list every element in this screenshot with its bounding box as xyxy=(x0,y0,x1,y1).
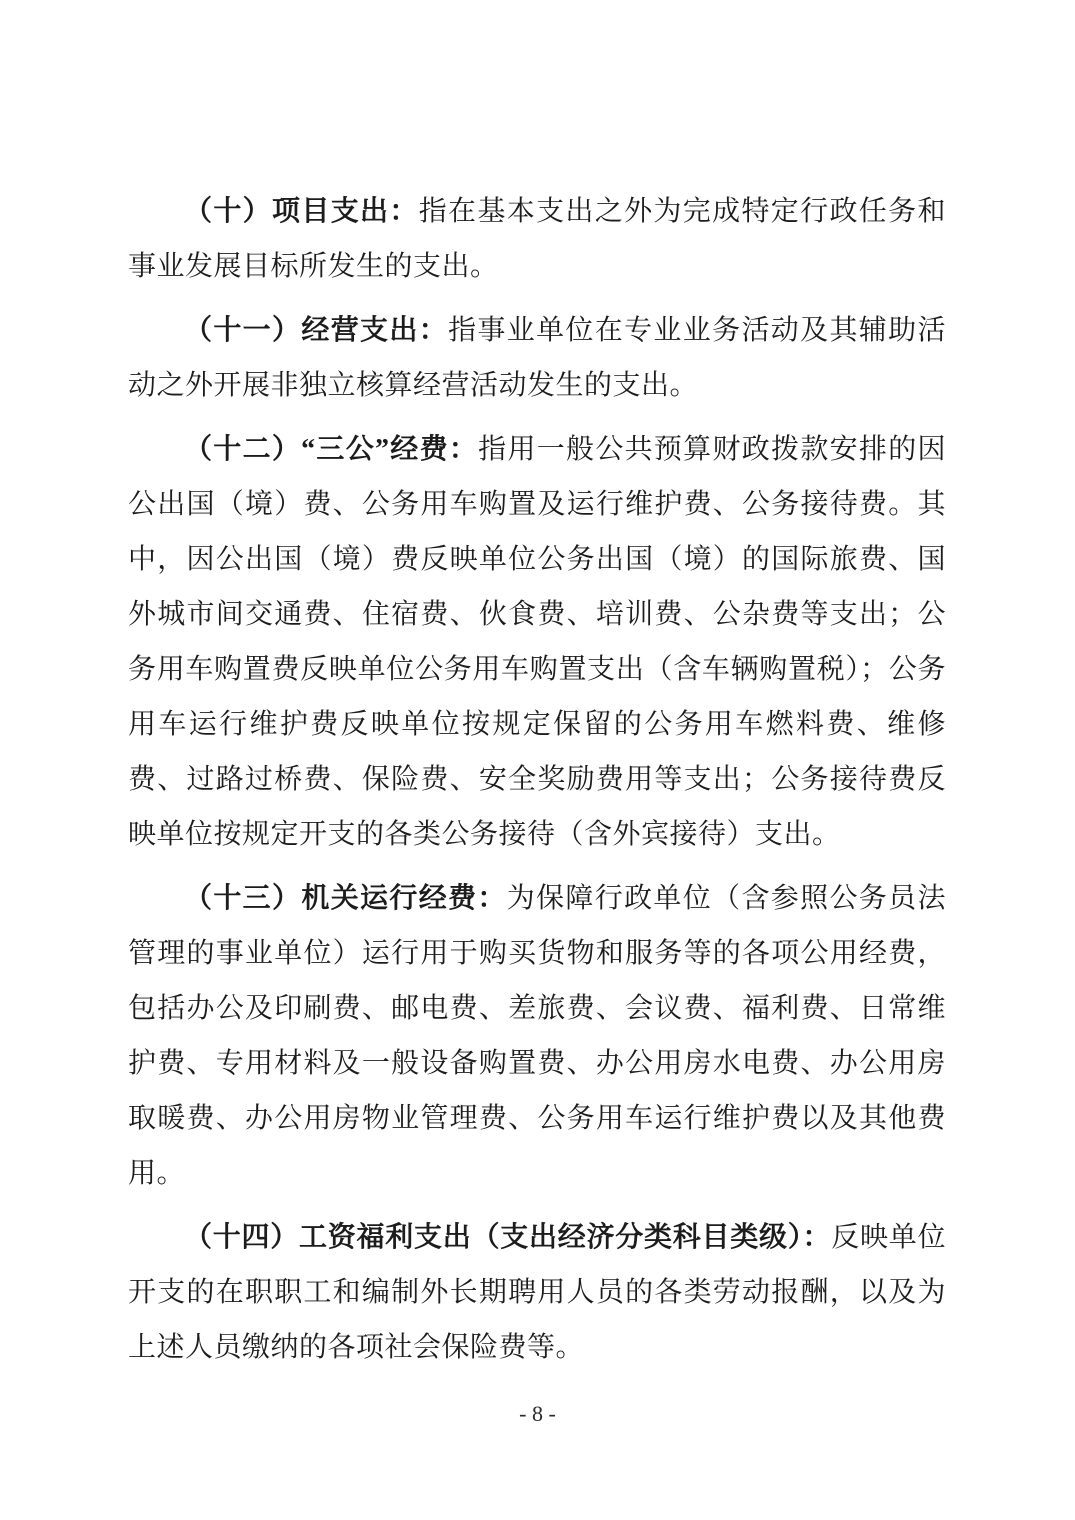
paragraph-text: 指用一般公共预算财政拨款安排的因公出国（境）费、公务用车购置及运行维护费、公务接待费。其中，因公出国（境）费反映单位公务出国（境）的国际旅费、国外城市间交通费、住宿费、伙食费、培训费、公杂费等支出；公务用车购置费反映单位公务用车购置支出（含车辆购置税）；公务用车运行维护费反映单位按规定保留的公务用车燃料费、维修费、过路过桥费、保险费、安全奖励费用等支出；公务接待费反映单位按规定开支的各类公务接待（含外宾接待）支出。 xyxy=(128,434,946,850)
paragraph-item-13 xyxy=(128,871,946,1201)
paragraph-text: 指在基本支出之外为完成特定行政任务和事业发展目标所发生的支出。 xyxy=(128,196,946,282)
paragraph-lead: （十一）经营支出： xyxy=(184,315,449,346)
paragraph-text: 指事业单位在专业业务活动及其辅助活动之外开展非独立核算经营活动发生的支出。 xyxy=(128,315,946,401)
page-number: - 8 - xyxy=(519,1401,556,1426)
paragraph-item-11 xyxy=(128,303,946,413)
paragraph-lead: （十）项目支出： xyxy=(184,196,419,227)
paragraph-text: 为保障行政单位（含参照公务员法管理的事业单位）运行用于购买货物和服务等的各项公用经费，包括办公及印刷费、邮电费、差旅费、会议费、福利费、日常维护费、专用材料及一般设备购置费、办公用房水电费、办公用房取暖费、办公用房物业管理费、公务用车运行维护费以及其他费用。 xyxy=(128,883,946,1189)
paragraph-text: 反映单位开支的在职职工和编制外长期聘用人员的各类劳动报酬，以及为上述人员缴纳的各项社会保险费等。 xyxy=(128,1222,946,1363)
paragraph-item-10 xyxy=(128,184,946,294)
document-body xyxy=(128,184,946,1384)
paragraph-item-12 xyxy=(128,422,946,862)
paragraph-lead: （十三）机关运行经费： xyxy=(184,883,507,914)
paragraph-lead: （十二）“三公”经费： xyxy=(184,434,479,465)
paragraph-item-14 xyxy=(128,1210,946,1375)
paragraph-lead: （十四）工资福利支出（支出经济分类科目类级）： xyxy=(184,1222,832,1253)
